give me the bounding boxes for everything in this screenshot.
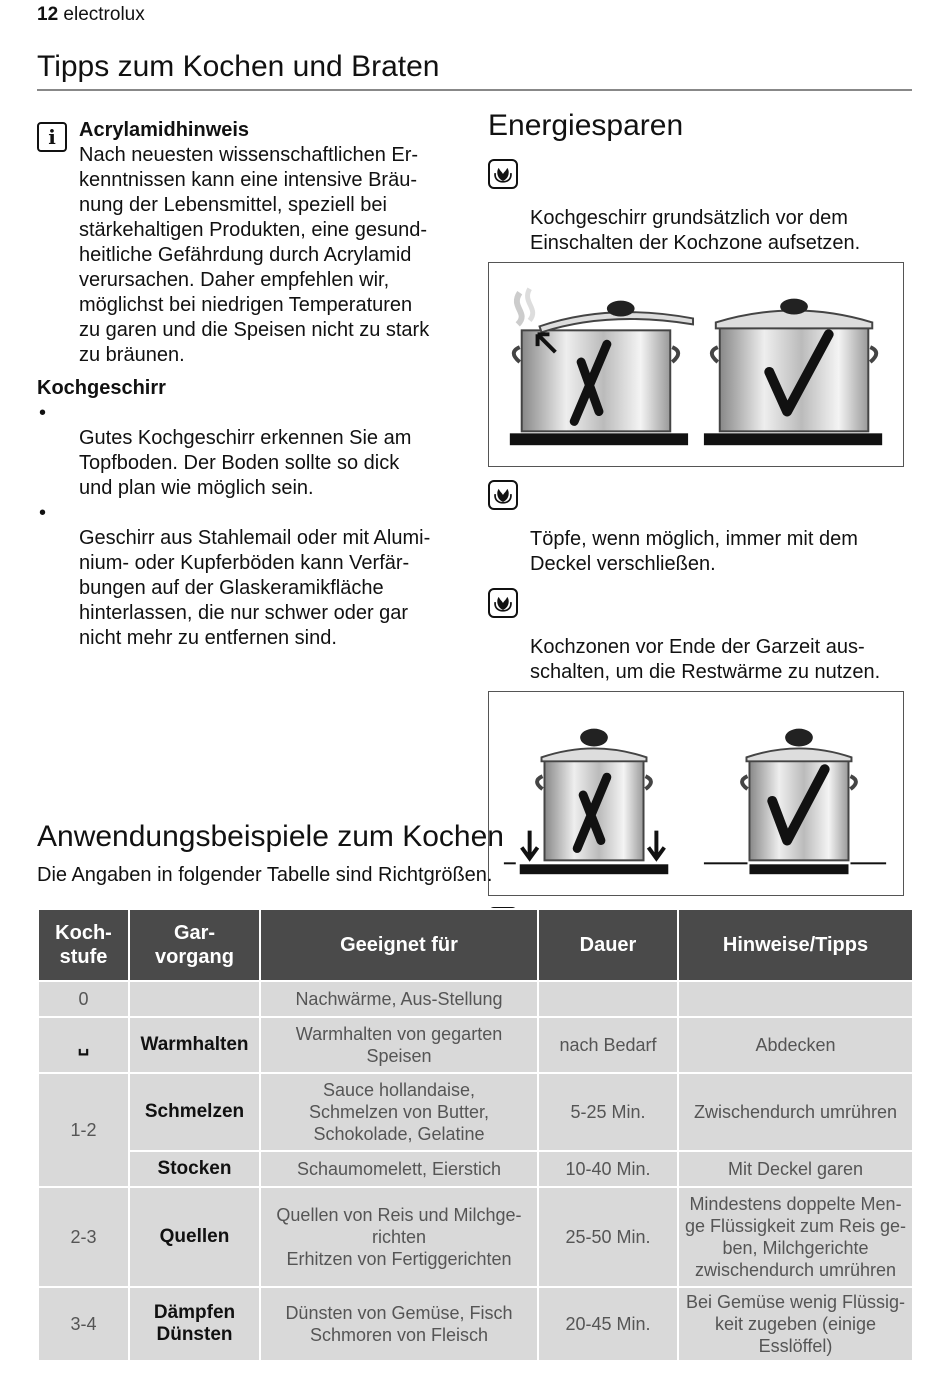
page-number: 12 (37, 4, 59, 25)
table-cell: Bei Gemüse wenig Flüssig- keit zugeben (einige Esslöffel) (678, 1287, 913, 1361)
table-cell: 1-2 (38, 1073, 129, 1187)
title-divider (37, 89, 912, 91)
energy-tip: Kochgeschirr grundsätzlich vor dem Einschalten der Kochzone aufsetzen. (488, 156, 912, 256)
column-header: Geeignet für (260, 909, 538, 981)
list-item: • Geschirr aus Stahlemail oder mit Alumi- nium- oder Kupferböden kann Verfär- bungen auf der Glaskeramikfläche hinterlassen, die nur schwer oder gar nicht mehr zu entfernen sind. (39, 502, 431, 649)
column-header: Hinweise/Tipps (678, 909, 913, 981)
anwendung-subtitle: Die Angaben in folgender Tabelle sind Richtgrößen. (37, 864, 493, 886)
table-cell: Stocken (129, 1151, 260, 1187)
anwendung-title: Anwendungsbeispiele zum Kochen (37, 820, 504, 853)
column-header: Dauer (538, 909, 678, 981)
table-cell: Mindestens doppelte Men- ge Flüssigkeit zum Reis ge- ben, Milchgerichte zwischendurch umrühren (678, 1187, 913, 1287)
pot-lid-illustration (488, 262, 904, 467)
table-cell (678, 981, 913, 1017)
table-row (38, 1073, 913, 1151)
table-cell: 5-25 Min. (538, 1073, 678, 1151)
table-cell: Dünsten von Gemüse, Fisch Schmoren von Fleisch (260, 1287, 538, 1361)
energiesparen-title: Energiesparen (488, 109, 684, 142)
table-cell: 2-3 (38, 1187, 129, 1287)
kochgeschirr-title: Kochgeschirr (37, 377, 166, 399)
table-cell (538, 981, 678, 1017)
table-row (38, 1017, 913, 1073)
pot-size-illustration (488, 691, 904, 896)
pot-too-small (504, 729, 668, 875)
left-column (37, 118, 467, 651)
energy-tip: Töpfe, wenn möglich, immer mit dem Deckel verschließen. (488, 477, 912, 577)
page-header (37, 4, 145, 26)
table-header-row (38, 909, 913, 981)
table-cell: Mit Deckel garen (678, 1151, 913, 1187)
table-cell: ␣ (38, 1017, 129, 1073)
table-cell: Quellen (129, 1187, 260, 1287)
bullet-icon: • (39, 402, 47, 424)
pot-lid-open (510, 289, 693, 445)
table-cell: 3-4 (38, 1287, 129, 1361)
table-cell: Dämpfen Dünsten (129, 1287, 260, 1361)
acrylamid-title: Acrylamidhinweis (79, 119, 250, 141)
table-cell: nach Bedarf (538, 1017, 678, 1073)
leaf-icon (488, 480, 518, 510)
info-icon: i (37, 122, 67, 152)
table-cell: Zwischendurch umrühren (678, 1073, 913, 1151)
right-column (488, 108, 912, 1004)
table-cell: 0 (38, 981, 129, 1017)
table-cell: Warmhalten (129, 1017, 260, 1073)
column-header: Gar- vorgang (129, 909, 260, 981)
table-cell: Warmhalten von gegarten Speisen (260, 1017, 538, 1073)
table-cell: Sauce hollandaise, Schmelzen von Butter, Schokolade, Gelatine (260, 1073, 538, 1151)
acrylamid-note (37, 118, 467, 368)
table-cell: 20-45 Min. (538, 1287, 678, 1361)
column-header: Koch- stufe (38, 909, 129, 981)
pot-right-size (704, 729, 886, 875)
bullet-icon: • (39, 502, 47, 524)
page-title: Tipps zum Kochen und Braten (37, 50, 440, 83)
acrylamid-text: Nach neuesten wissenschaftlichen Er- kenntnissen kann eine intensive Bräu- nung der Lebensmittel, speziell bei stärkehaltigen Produkten, eine gesund- heitliche Gefährdung durch Acrylamid verursachen. Daher empfehlen wir, möglichst bei niedrigen Temperaturen zu garen und die Speisen nicht zu stark zu bräunen. (79, 144, 430, 366)
table-cell: Schmelzen (129, 1073, 260, 1151)
energy-tip: Kochzonen vor Ende der Garzeit aus- schalten, um die Restwärme zu nutzen. (488, 585, 912, 685)
cooking-table (37, 908, 914, 1362)
table-row (38, 1187, 913, 1287)
table-cell (129, 981, 260, 1017)
pot-lid-closed (704, 299, 882, 446)
list-item: • Gutes Kochgeschirr erkennen Sie am Topfboden. Der Boden sollte so dick und plan wie möglich sein. (39, 402, 412, 499)
brand-name: electrolux (63, 4, 145, 25)
table-cell: Schaumomelett, Eierstich (260, 1151, 538, 1187)
table-row (38, 981, 913, 1017)
table-row (38, 1151, 913, 1187)
leaf-icon (488, 588, 518, 618)
table-cell: Nachwärme, Aus-Stellung (260, 981, 538, 1017)
table-cell: Abdecken (678, 1017, 913, 1073)
table-row (38, 1287, 913, 1361)
table-cell: Quellen von Reis und Milchge- richten Erhitzen von Fertiggerichten (260, 1187, 538, 1287)
leaf-icon (488, 159, 518, 189)
table-cell: 25-50 Min. (538, 1187, 678, 1287)
table-cell: 10-40 Min. (538, 1151, 678, 1187)
